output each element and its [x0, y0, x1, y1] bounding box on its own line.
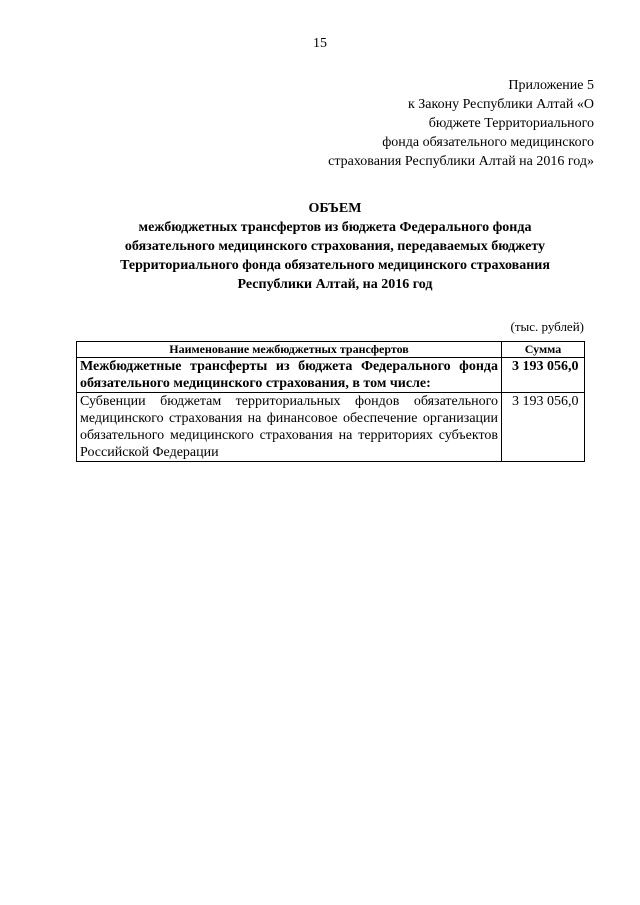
table-header-row — [77, 342, 585, 358]
appendix-line: бюджете Территориального — [428, 116, 594, 131]
header-sum: Сумма — [502, 342, 585, 358]
title-line: обязательного медицинского страхования, передаваемых бюджету — [124, 239, 546, 254]
row-sum: 3 193 056,0 — [502, 358, 585, 393]
title-line: межбюджетных трансфертов из бюджета Федерального фонда — [138, 220, 532, 235]
row-name: Субвенции бюджетам территориальных фондов обязательного медицинского страхования на финансовое обеспечение организации обязательного медицинского страхования на территориях субъектов Российской Федерации — [77, 393, 502, 462]
table-row — [77, 358, 585, 393]
table-row — [77, 393, 585, 462]
row-sum: 3 193 056,0 — [502, 393, 585, 462]
appendix-line: фонда обязательного медицинского — [382, 135, 594, 150]
transfers-table — [76, 341, 585, 462]
header-name: Наименование межбюджетных трансфертов — [77, 342, 502, 358]
title-line: Территориального фонда обязательного медицинского страхования — [120, 258, 550, 273]
title-heading: ОБЪЕМ — [308, 201, 362, 216]
document-title — [60, 199, 610, 294]
units-label: (тыс. рублей) — [510, 319, 584, 334]
appendix-line: к Закону Республики Алтай «О — [407, 97, 594, 112]
page-number: 15 — [313, 36, 327, 51]
row-name: Межбюджетные трансферты из бюджета Федерального фонда обязательного медицинского страхования, в том числе: — [77, 358, 502, 393]
appendix-reference — [234, 76, 594, 171]
appendix-line: страхования Республики Алтай на 2016 год» — [328, 154, 594, 169]
title-line: Республики Алтай, на 2016 год — [237, 277, 433, 292]
appendix-line: Приложение 5 — [508, 78, 594, 93]
